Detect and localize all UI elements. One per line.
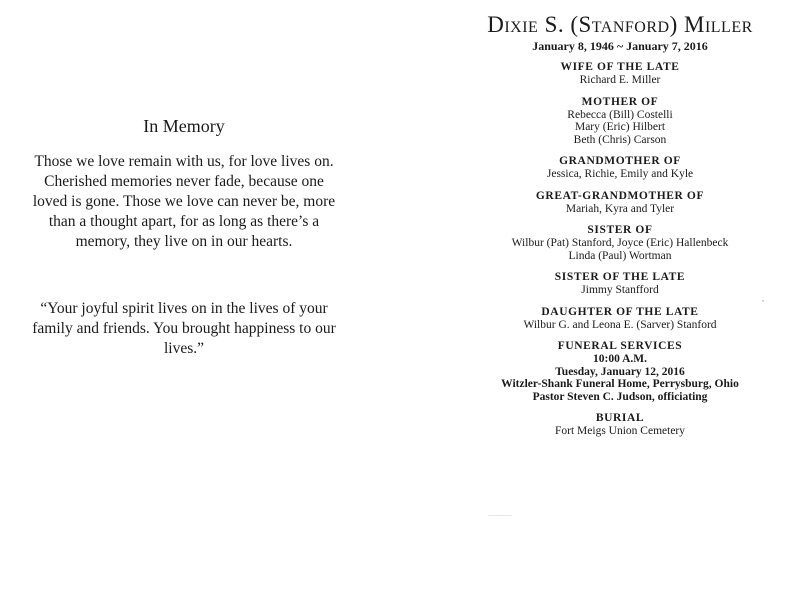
section-line: Rebecca (Bill) Costelli: [567, 108, 673, 121]
quote-line: lives.”: [163, 340, 205, 357]
section-burial: [440, 412, 800, 438]
deceased-name: Dixie S. (Stanford) Miller: [487, 12, 753, 37]
life-dates: January 8, 1946 ~ January 7, 2016: [532, 39, 708, 53]
section-heading: MOTHER OF: [581, 95, 659, 108]
scan-speck: [488, 515, 512, 516]
section-line: Linda (Paul) Wortman: [568, 249, 672, 262]
section-line: Jessica, Richie, Emily and Kyle: [546, 168, 694, 180]
obituary-sections: [440, 61, 800, 447]
section-great-grandmother-of: [440, 190, 800, 216]
section-line: Jimmy Stanfford: [581, 284, 659, 296]
section-line: Fort Meigs Union Cemetery: [555, 425, 685, 437]
memorial-quote: [12, 299, 356, 359]
section-grandmother-of: [440, 155, 800, 181]
section-line: Wilbur G. and Leona E. (Sarver) Stanford: [523, 318, 717, 331]
section-line: Pastor Steven C. Judson, officiating: [532, 390, 708, 403]
section-heading: SISTER OF: [587, 224, 653, 236]
poem-line: Cherished memories never fade, because one: [44, 173, 324, 190]
scan-speck: [762, 300, 764, 302]
section-heading: GRANDMOTHER OF: [559, 155, 681, 167]
section-daughter-of-the-late: [440, 306, 800, 332]
quote-line: “Your joyful spirit lives on in the lives of your: [40, 300, 328, 317]
section-line: Wilbur (Pat) Stanford, Joyce (Eric) Hallenbeck: [511, 237, 729, 249]
right-panel: [440, 0, 800, 600]
section-mother-of: [440, 96, 800, 147]
section-heading: WIFE OF THE LATE: [560, 61, 680, 73]
poem-line: than a thought apart, for as long as there’s a: [48, 213, 320, 230]
section-line: Mariah, Kyra and Tyler: [565, 202, 675, 215]
section-sister-of-the-late: [440, 271, 800, 297]
section-funeral-services: [440, 340, 800, 403]
section-line: Tuesday, January 12, 2016: [555, 365, 685, 378]
quote-line: family and friends. You brought happiness to our: [32, 320, 336, 337]
poem-line: loved is gone. Those we love can never be, more: [32, 193, 336, 210]
section-line: 10:00 A.M.: [593, 353, 647, 365]
section-line: Richard E. Miller: [579, 74, 661, 86]
poem-line: Those we love remain with us, for love lives on.: [34, 153, 334, 170]
memory-title: In Memory: [143, 116, 225, 136]
section-heading: SISTER OF THE LATE: [554, 271, 686, 283]
section-heading: FUNERAL SERVICES: [557, 340, 683, 352]
section-wife-of-the-late: [440, 61, 800, 87]
section-sister-of: [440, 224, 800, 262]
poem-line: memory, they live on in our hearts.: [75, 233, 293, 250]
section-heading: GREAT-GRANDMOTHER OF: [535, 189, 705, 202]
section-heading: BURIAL: [595, 412, 645, 424]
section-line: Witzler-Shank Funeral Home, Perrysburg, Ohio: [501, 378, 739, 390]
section-line: Beth (Chris) Carson: [573, 133, 667, 146]
left-panel: [0, 0, 368, 600]
section-line: Mary (Eric) Hilbert: [574, 121, 666, 133]
memorial-poem: [14, 152, 354, 252]
section-heading: DAUGHTER OF THE LATE: [541, 305, 699, 318]
